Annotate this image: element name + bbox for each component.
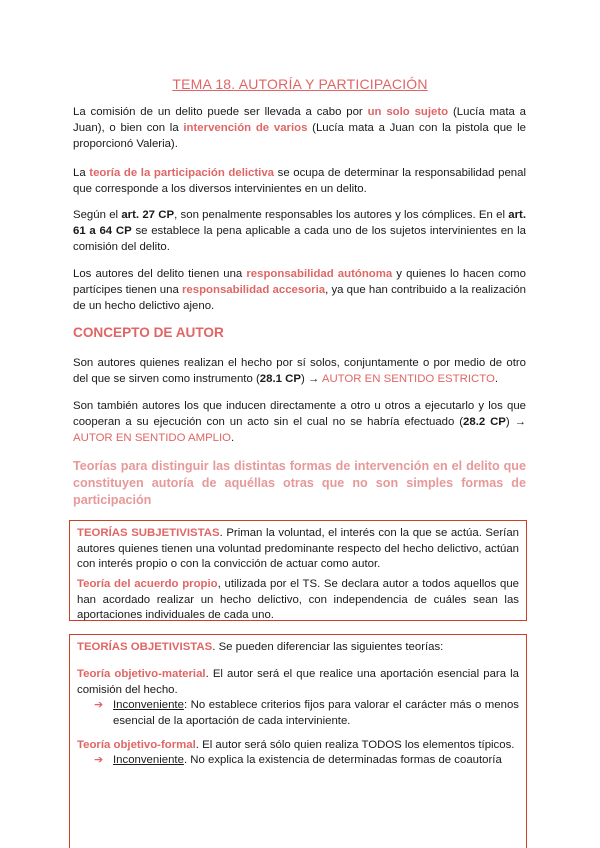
highlight-teorias-subjetivistas: TEORÍAS SUBJETIVISTAS: [77, 527, 220, 539]
highlight-resp-autonoma: responsabilidad autónoma: [246, 268, 393, 280]
highlight-objetivo-formal: Teoría objetivo-formal: [77, 739, 196, 751]
bold-28-2: 28.2 CP: [463, 416, 506, 428]
highlight-intervencion-varios: intervención de varios: [183, 122, 308, 134]
objetivistas-paragraph: [77, 640, 519, 656]
bold-art-27: art. 27 CP: [121, 209, 175, 221]
bullet-inconveniente-2: [94, 753, 519, 769]
text: (Lucía mata a Juan), o bien con la: [73, 106, 527, 134]
highlight-autor-amplio: AUTOR EN SENTIDO AMPLIO: [73, 432, 232, 444]
teorias-heading: Teorías para distinguir las distintas formas de intervención en el delito que constituyen autoría de aquéllas otras que no son simples formas de participación: [73, 459, 526, 507]
highlight-teoria-participacion: teoría de la participación delictiva: [89, 167, 275, 179]
subjetivistas-paragraph: [77, 526, 519, 573]
concepto-paragraph-1: [73, 355, 526, 387]
bold-28-1: 28.1 CP: [259, 373, 301, 385]
arrow-right-icon: ➔: [94, 699, 104, 711]
intro-paragraph-2: [73, 165, 526, 197]
acuerdo-propio-paragraph: [77, 577, 519, 624]
text: La: [73, 167, 90, 179]
text: . No explica la existencia de determinadas formas de coautoría: [183, 754, 502, 766]
bullet-text: [113, 698, 519, 729]
intro-paragraph-3: [73, 207, 526, 255]
text: se establece la pena aplicable a cada uno de los sujetos intervinientes en la comisión del delito.: [73, 225, 526, 253]
arrow-right-icon: ➔: [94, 754, 104, 766]
underline-inconveniente: Inconveniente: [113, 754, 184, 766]
text: . Se pueden diferenciar las siguientes teorías:: [212, 641, 444, 653]
highlight-acuerdo-propio: Teoría del acuerdo propio: [77, 578, 218, 590]
objetivo-formal-paragraph: [77, 738, 519, 754]
text: Los autores del delito tienen una: [73, 268, 247, 280]
text: . Priman la voluntad, el interés con la que se actúa. Serían autores quienes tienen una voluntad predominante respecto del hecho delictivo, actúan con interés propio o con la convicción de actuar como autor.: [77, 527, 519, 570]
section-heading-concepto: CONCEPTO DE AUTOR: [73, 325, 224, 340]
underline-inconveniente: Inconveniente: [113, 699, 184, 711]
text: , son penalmente responsables los autores y los cómplices. En el: [174, 209, 509, 221]
objetivo-material-paragraph: [77, 667, 519, 698]
text: La comisión de un delito puede ser llevada a cabo por: [73, 106, 368, 118]
subjetivistas-box: [69, 520, 527, 621]
intro-paragraph-4: [73, 266, 526, 314]
text: y quienes lo hacen como partícipes tienen una: [73, 268, 526, 296]
concepto-paragraph-2: [73, 398, 526, 446]
text: .: [494, 373, 499, 385]
highlight-un-solo-sujeto: un solo sujeto: [367, 106, 449, 118]
highlight-teorias-objetivistas: TEORÍAS OBJETIVISTAS: [77, 641, 213, 653]
bullet-text: [113, 753, 519, 769]
text: .: [231, 432, 235, 444]
bold-art-61-64: art. 61 a 64 CP: [73, 209, 526, 237]
bullet-inconveniente-1: [94, 698, 519, 729]
text: , ya que han contribuido a la realización de un hecho delictivo ajeno.: [73, 284, 527, 312]
text: se ocupa de determinar la responsabilidad penal que corresponde a los diversos intervinientes en un delito.: [73, 167, 526, 195]
text: ) →: [505, 416, 526, 428]
text: Son autores quienes realizan el hecho por sí solos, conjuntamente o por medio de otro del que se sirven como instrumento (: [73, 357, 526, 385]
highlight-autor-estricto: AUTOR EN SENTIDO ESTRICTO: [321, 373, 495, 385]
highlight-resp-accesoria: responsabilidad accesoria: [182, 284, 326, 296]
text: Según el: [73, 209, 122, 221]
text: ) →: [300, 373, 322, 385]
text: . El autor será el que realice una aportación esencial para la comisión del hecho.: [77, 668, 519, 696]
intro-paragraph-1: [73, 104, 526, 152]
highlight-objetivo-material: Teoría objetivo-material: [77, 668, 206, 680]
text: : No establece criterios fijos para valorar el carácter más o menos esencial de la aportación de cada interviniente.: [113, 699, 519, 727]
page-title: TEMA 18. AUTORÍA Y PARTICIPACIÓN: [172, 76, 428, 92]
objetivistas-box: [69, 634, 527, 848]
text: . El autor será sólo quien realiza TODOS los elementos típicos.: [195, 739, 515, 751]
text: (Lucía mata a Juan con la pistola que le proporcionó Valeria).: [73, 122, 526, 150]
text: , utilizada por el TS. Se declara autor a todos aquellos que han acordado realizar un hecho delictivo, con independencia de cuáles sean las aportaciones individuales de cada uno.: [77, 578, 519, 621]
text: Son también autores los que inducen directamente a otro u otros a ejecutarlo y los que cooperan a su ejecución con un acto sin el cual no se habría efectuado (: [73, 400, 526, 428]
